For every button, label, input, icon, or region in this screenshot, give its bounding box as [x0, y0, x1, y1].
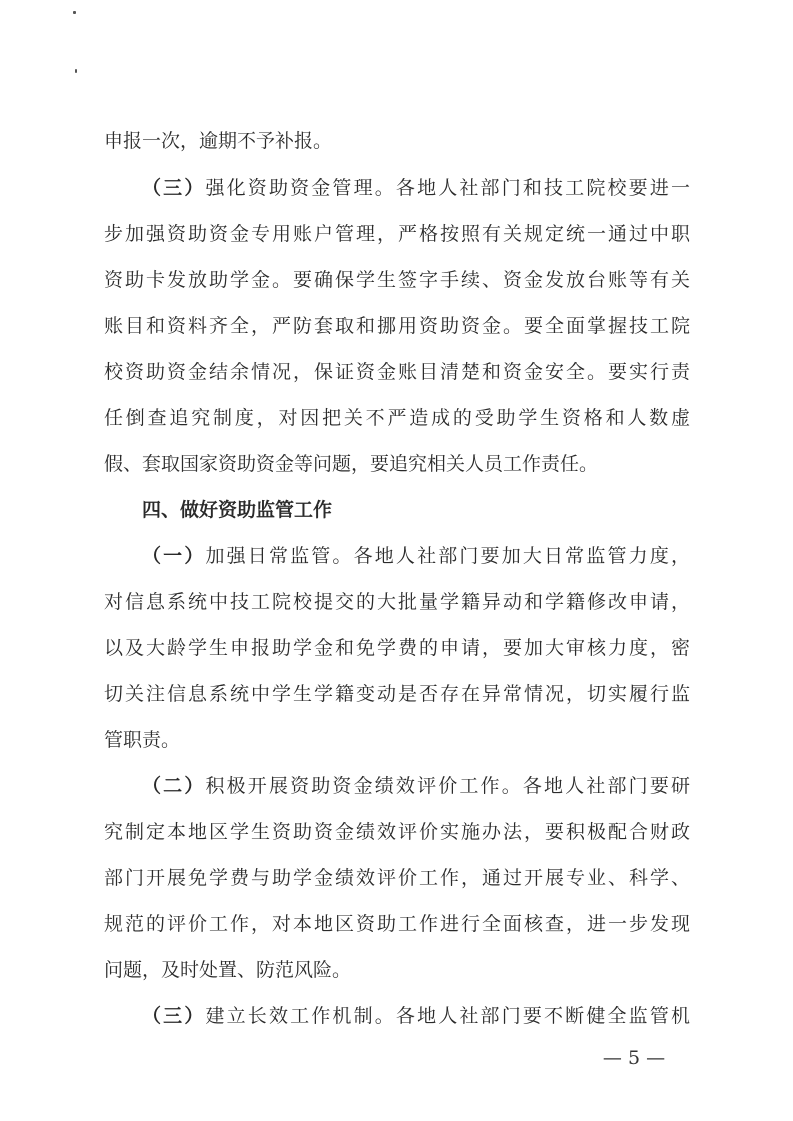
- section-heading: 四、做好资助监管工作: [142, 499, 333, 521]
- scan-speck: [73, 11, 76, 14]
- body-line: 校资助资金结余情况，保证资金账目清楚和资金安全。要实行责: [104, 361, 690, 383]
- body-line: 任倒查追究制度，对因把关不严造成的受助学生资格和人数虚: [104, 407, 690, 429]
- body-line: [142, 544, 690, 568]
- body-line: 切关注信息系统中学生学籍变动是否存在异常情况，切实履行监: [104, 683, 690, 705]
- line-text: 强化资助资金管理。各地人社部门和技工院校要进一: [205, 177, 690, 199]
- body-line: 部门开展免学费与助学金绩效评价工作，通过开展专业、科学、: [104, 867, 690, 889]
- line-text: 加强日常监管。各地人社部门要加大日常监管力度，: [205, 545, 690, 567]
- body-line: 问题，及时处置、防范风险。: [104, 959, 352, 981]
- body-line: [142, 774, 690, 798]
- line-text: 建立长效工作机制。各地人社部门要不断健全监管机: [205, 1005, 690, 1027]
- section-lead: （二）: [142, 775, 206, 797]
- body-line: [142, 1004, 690, 1028]
- section-lead: （一）: [142, 545, 206, 567]
- scan-speck: [75, 69, 77, 73]
- body-line: 究制定本地区学生资助资金绩效评价实施办法，要积极配合财政: [104, 821, 690, 843]
- body-line: 账目和资料齐全，严防套取和挪用资助资金。要全面掌握技工院: [104, 315, 690, 337]
- line-text: 积极开展资助资金绩效评价工作。各地人社部门要研: [205, 775, 690, 797]
- body-line: 对信息系统中技工院校提交的大批量学籍异动和学籍修改申请，: [104, 591, 690, 613]
- body-line: [142, 176, 690, 200]
- body-line: 资助卡发放助学金。要确保学生签字手续、资金发放台账等有关: [104, 269, 690, 291]
- body-line: 申报一次，逾期不予补报。: [104, 130, 333, 152]
- body-line: 以及大龄学生申报助学金和免学费的申请，要加大审核力度，密: [104, 637, 690, 659]
- page-number: — 5 —: [602, 1047, 666, 1069]
- section-lead: （三）: [142, 177, 206, 199]
- body-line: 管职责。: [104, 729, 181, 751]
- section-lead: （三）: [142, 1005, 206, 1027]
- body-line: 步加强资助资金专用账户管理，严格按照有关规定统一通过中职: [104, 223, 690, 245]
- body-line: 规范的评价工作，对本地区资助工作进行全面核查，进一步发现: [104, 913, 690, 935]
- body-line: 假、套取国家资助资金等问题，要追究相关人员工作责任。: [104, 453, 599, 475]
